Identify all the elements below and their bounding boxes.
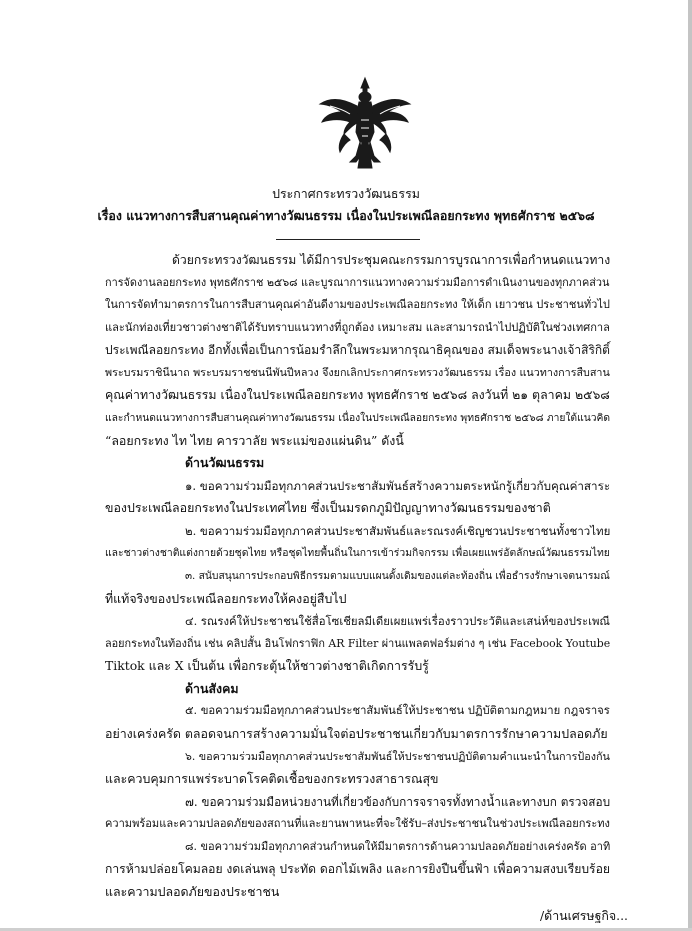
section-heading-culture: ด้านวัฒนธรรม	[185, 455, 265, 470]
culture-line: Tiktok และ X เป็นต้น เพื่อกระตุ้นให้ชาวต่างชาติเกิดการรับรู้	[105, 658, 429, 673]
title-underline	[276, 239, 420, 240]
intro-line: ด้วยกระทรวงวัฒนธรรม ได้มีการประชุมคณะกรรมการบูรณาการเพื่อกำหนดแนวทาง	[172, 253, 611, 267]
intro-line: คุณค่าทางวัฒนธรรม เนื่องในประเพณีลอยกระทง พุทธศักราช ๒๕๖๘ ลงวันที่ ๒๑ ตุลาคม ๒๕๖๘	[105, 388, 610, 402]
intro-line: และกำหนดแนวทางการสืบสานคุณค่าทางวัฒนธรรม เนื่องในประเพณีลอยกระทง พุทธศักราช ๒๕๖๘ ภายใต้แนวคิด	[105, 412, 611, 424]
social-line: และความปลอดภัยของประชาชน	[105, 884, 280, 899]
social-line: อย่างเคร่งครัด ตลอดจนการสร้างความมั่นใจต่อประชาชนเกี่ยวกับมาตรการรักษาความปลอดภัย	[105, 726, 608, 741]
garuda-emblem-icon	[316, 76, 414, 172]
page-edge-right	[688, 0, 692, 931]
social-line: การห้ามปล่อยโคมลอย งดเล่นพลุ ประทัด ดอกไม้เพลิง และการยิงปืนขึ้นฟ้า เพื่อความสงบเรียบร้อย	[105, 862, 610, 876]
intro-line: การจัดงานลอยกระทง พุทธศักราช ๒๕๖๘ และบูรณาการแนวทางความร่วมมือการดำเนินงานของทุกภาคส่วน	[105, 276, 610, 289]
intro-line: ในการจัดทำมาตรการในการสืบสานคุณค่าอันดีงามของประเพณีลอยกระทง ให้เด็ก เยาวชน ประชาชนทั่วไป	[105, 298, 610, 311]
culture-line: และชาวต่างชาติแต่งกายด้วยชุดไทย หรือชุดไทยพื้นถิ่นในการเข้าร่วมกิจกรรม เพื่อเผยแพร่อัตลักษณ์วัฒนธรรมไทย	[105, 547, 610, 559]
intro-line: ประเพณีลอยกระทง อีกทั้งเพื่อเป็นการน้อมรำลึกในพระมหากรุณาธิคุณของ สมเด็จพระนางเจ้าสิริกิติ์	[105, 343, 610, 357]
social-line: ๘. ขอความร่วมมือทุกภาคส่วนกำหนดให้มีมาตรการด้านความปลอดภัยอย่างเคร่งครัด อาทิ	[185, 840, 611, 853]
social-line: ความพร้อมและความปลอดภัยของสถานที่และยานพาหนะที่จะใช้รับ–ส่งประชาชนในช่วงประเพณีลอยกระทง	[105, 817, 610, 830]
continuation-note: /ด้านเศรษฐกิจ...	[540, 908, 628, 923]
social-line: และควบคุมการแพร่ระบาดโรคติดเชื้อของกระทรวงสาธารณสุข	[105, 771, 439, 786]
intro-line: และนักท่องเที่ยวชาวต่างชาติได้รับทราบแนวทางที่ถูกต้อง เหมาะสม และสามารถนำไปปฏิบัติในช่วงเทศกาล	[105, 321, 610, 334]
culture-line: ของประเพณีลอยกระทงในประเทศไทย ซึ่งเป็นมรดกภูมิปัญญาทางวัฒนธรรมของชาติ	[105, 500, 551, 515]
culture-line: ที่แท้จริงของประเพณีลอยกระทงให้คงอยู่สืบไป	[105, 591, 347, 606]
document-subject: เรื่อง แนวทางการสืบสานคุณค่าทางวัฒนธรรม เนื่องในประเพณีลอยกระทง พุทธศักราช ๒๕๖๘	[97, 208, 595, 223]
culture-line: ลอยกระทงในท้องถิ่น เช่น คลิปสั้น อินโฟกราฟิก AR Filter ผ่านแพลตฟอร์มต่าง ๆ เช่น Facebook Youtube	[105, 637, 611, 650]
section-heading-social: ด้านสังคม	[185, 681, 239, 696]
issuer-title: ประกาศกระทรวงวัฒนธรรม	[272, 186, 420, 201]
social-line: ๗. ขอความร่วมมือหน่วยงานที่เกี่ยวข้องกับการจราจรทั้งทางน้ำและทางบก ตรวจสอบ	[185, 795, 611, 809]
culture-line: ๒. ขอความร่วมมือทุกภาคส่วนประชาสัมพันธ์และรณรงค์เชิญชวนประชาชนทั้งชาวไทย	[185, 524, 611, 538]
intro-line: พระบรมราชินีนาถ พระบรมราชชนนีพันปีหลวง จึงยกเลิกประกาศกระทรวงวัฒนธรรม เรื่อง แนวทางการสืบสาน	[105, 366, 610, 379]
culture-line: ๓. สนับสนุนการประกอบพิธีกรรมตามแบบแผนดั้งเดิมของแต่ละท้องถิ่น เพื่อธำรงรักษาเจตนารมณ์	[185, 570, 610, 582]
culture-line: ๔. รณรงค์ให้ประชาชนใช้สื่อโซเชียลมีเดียเผยแพร่เรื่องราวประวัติและเสน่ห์ของประเพณี	[185, 614, 610, 628]
social-line: ๖. ขอความร่วมมือทุกภาคส่วนประชาสัมพันธ์ให้ประชาชนปฏิบัติตามคำแนะนำในการป้องกัน	[185, 750, 610, 763]
intro-line: “ลอยกระทง ไท ไทย คารวาลัย พระแม่ของแผ่นดิน” ดังนี้	[105, 433, 404, 448]
culture-line: ๑. ขอความร่วมมือทุกภาคส่วนประชาสัมพันธ์สร้างความตระหนักรู้เกี่ยวกับคุณค่าสาระ	[185, 479, 611, 493]
social-line: ๕. ขอความร่วมมือทุกภาคส่วนประชาสัมพันธ์ให้ประชาชน ปฏิบัติตามกฎหมาย กฎจราจร	[185, 704, 610, 717]
